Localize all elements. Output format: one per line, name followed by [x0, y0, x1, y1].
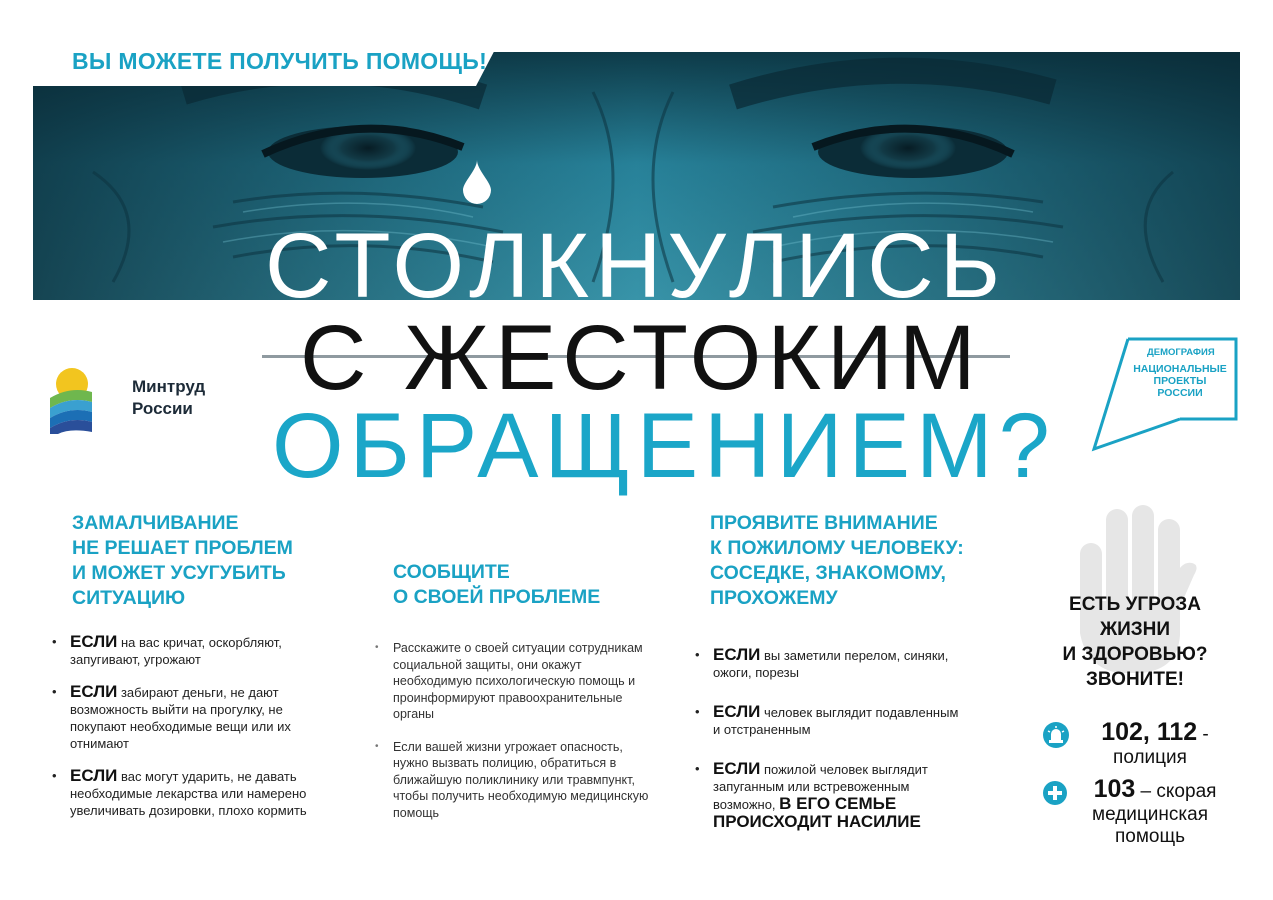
keyword: ЕСЛИ	[70, 632, 118, 651]
item-text: забирают деньги, не дают возможность выйти на прогулку, не покупают необходимые вещи или их отнимают	[70, 685, 291, 751]
headline-line3: ОБРАЩЕНИЕМ?	[272, 395, 1056, 497]
ambulance-number: 103	[1093, 775, 1136, 803]
ambulance-desc1: медицинская	[1092, 804, 1208, 825]
national-projects-logo	[1090, 333, 1240, 453]
item-text: на вас кричат, оскорбляют, запугивают, угрожают	[70, 635, 282, 667]
np-line3: РОССИИ	[1157, 387, 1203, 399]
mintrud-emblem-icon	[48, 362, 92, 434]
np-line1: НАЦИОНАЛЬНЫЕ	[1133, 363, 1227, 375]
ambulance-numbers	[1030, 775, 1250, 848]
col1-heading-line: СИТУАЦИЮ	[72, 587, 186, 609]
col3-heading-line: ПРОЯВИТЕ ВНИМАНИЕ	[710, 512, 938, 534]
np-line2: ПРОЕКТЫ	[1153, 375, 1207, 387]
col3-heading-line: К ПОЖИЛОМУ ЧЕЛОВЕКУ:	[710, 537, 964, 559]
emergency-heading-line: ЗВОНИТЕ!	[1086, 669, 1184, 690]
item-emphasis: В ЕГО СЕМЬЕ ПРОИСХОДИТ НАСИЛИЕ	[713, 794, 921, 831]
col3-heading-line: ПРОХОЖЕМУ	[710, 587, 838, 609]
item-text: человек выглядит подавленным и отстраненным	[713, 705, 959, 737]
list-item: • Если вашей жизни угрожает опасность, нужно вызвать полицию, обратиться в ближайшую поликлинику или травмпункт, чтобы получить необходимую медицинскую помощь	[375, 739, 655, 822]
col1-heading	[72, 511, 332, 611]
list-item	[52, 767, 322, 819]
list-item	[52, 633, 322, 668]
ambulance-desc2: помощь	[1114, 826, 1186, 847]
list-item	[695, 760, 965, 831]
police-numbers	[1030, 718, 1250, 769]
item-text: вы заметили перелом, синяки, ожоги, порезы	[713, 648, 949, 680]
keyword: ЕСЛИ	[713, 645, 761, 664]
help-banner	[0, 40, 500, 86]
col3-heading-line: СОСЕДКЕ, ЗНАКОМОМУ,	[710, 562, 946, 584]
police-number: 102, 112	[1101, 718, 1198, 746]
keyword: ЕСЛИ	[713, 759, 761, 778]
headline-line1: СТОЛКНУЛИСЬ	[265, 215, 1007, 317]
police-dash: -	[1197, 724, 1209, 745]
medical-cross-icon	[1043, 781, 1067, 805]
col2-list	[375, 640, 655, 837]
col2-heading-line: О СВОЕЙ ПРОБЛЕМЕ	[393, 586, 601, 608]
ambulance-dash: – скорая	[1135, 781, 1217, 802]
col3-heading	[710, 511, 990, 611]
list-item: • Расскажите о своей ситуации сотрудникам социальной защиты, они окажут необходимую психологическую помощь и проинформируют правоохранительные органы	[375, 640, 655, 723]
mintrud-logo	[48, 362, 238, 434]
item-text: пожилой человек выглядит запуганным или встревоженным возможно,	[713, 762, 928, 812]
keyword: ЕСЛИ	[70, 682, 118, 701]
col1-heading-line: НЕ РЕШАЕТ ПРОБЛЕМ	[72, 537, 293, 559]
list-item	[695, 646, 965, 681]
col2-heading-line: СООБЩИТЕ	[393, 561, 510, 583]
emergency-heading-line: И ЗДОРОВЬЮ?	[1062, 644, 1208, 665]
mintrud-country: России	[132, 399, 193, 418]
np-demography: ДЕМОГРАФИЯ	[1147, 347, 1215, 358]
tear-drop-icon	[462, 160, 492, 204]
emergency-heading-line: ЕСТЬ УГРОЗА	[1069, 594, 1201, 615]
keyword: ЕСЛИ	[713, 702, 761, 721]
col1-list	[52, 633, 322, 834]
police-desc: полиция	[1113, 747, 1187, 768]
list-item	[695, 703, 965, 738]
list-item	[52, 683, 322, 752]
emergency-heading-line: ЖИЗНИ	[1099, 619, 1171, 640]
mintrud-name: Минтруд	[132, 377, 206, 396]
col2-heading	[393, 560, 633, 610]
col1-heading-line: ЗАМАЛЧИВАНИЕ	[72, 512, 239, 534]
emergency-heading	[1040, 592, 1230, 692]
siren-icon	[1043, 722, 1069, 748]
item-text: вас могут ударить, не давать необходимые лекарства или намерено увеличивать дозировки, плохо кормить	[70, 769, 307, 818]
headline-line2: С ЖЕСТОКИМ	[300, 307, 982, 409]
col3-list	[695, 646, 965, 853]
banner-text: ВЫ МОЖЕТЕ ПОЛУЧИТЬ ПОМОЩЬ!	[72, 48, 488, 74]
col1-heading-line: И МОЖЕТ УСУГУБИТЬ	[72, 562, 286, 584]
keyword: ЕСЛИ	[70, 766, 118, 785]
